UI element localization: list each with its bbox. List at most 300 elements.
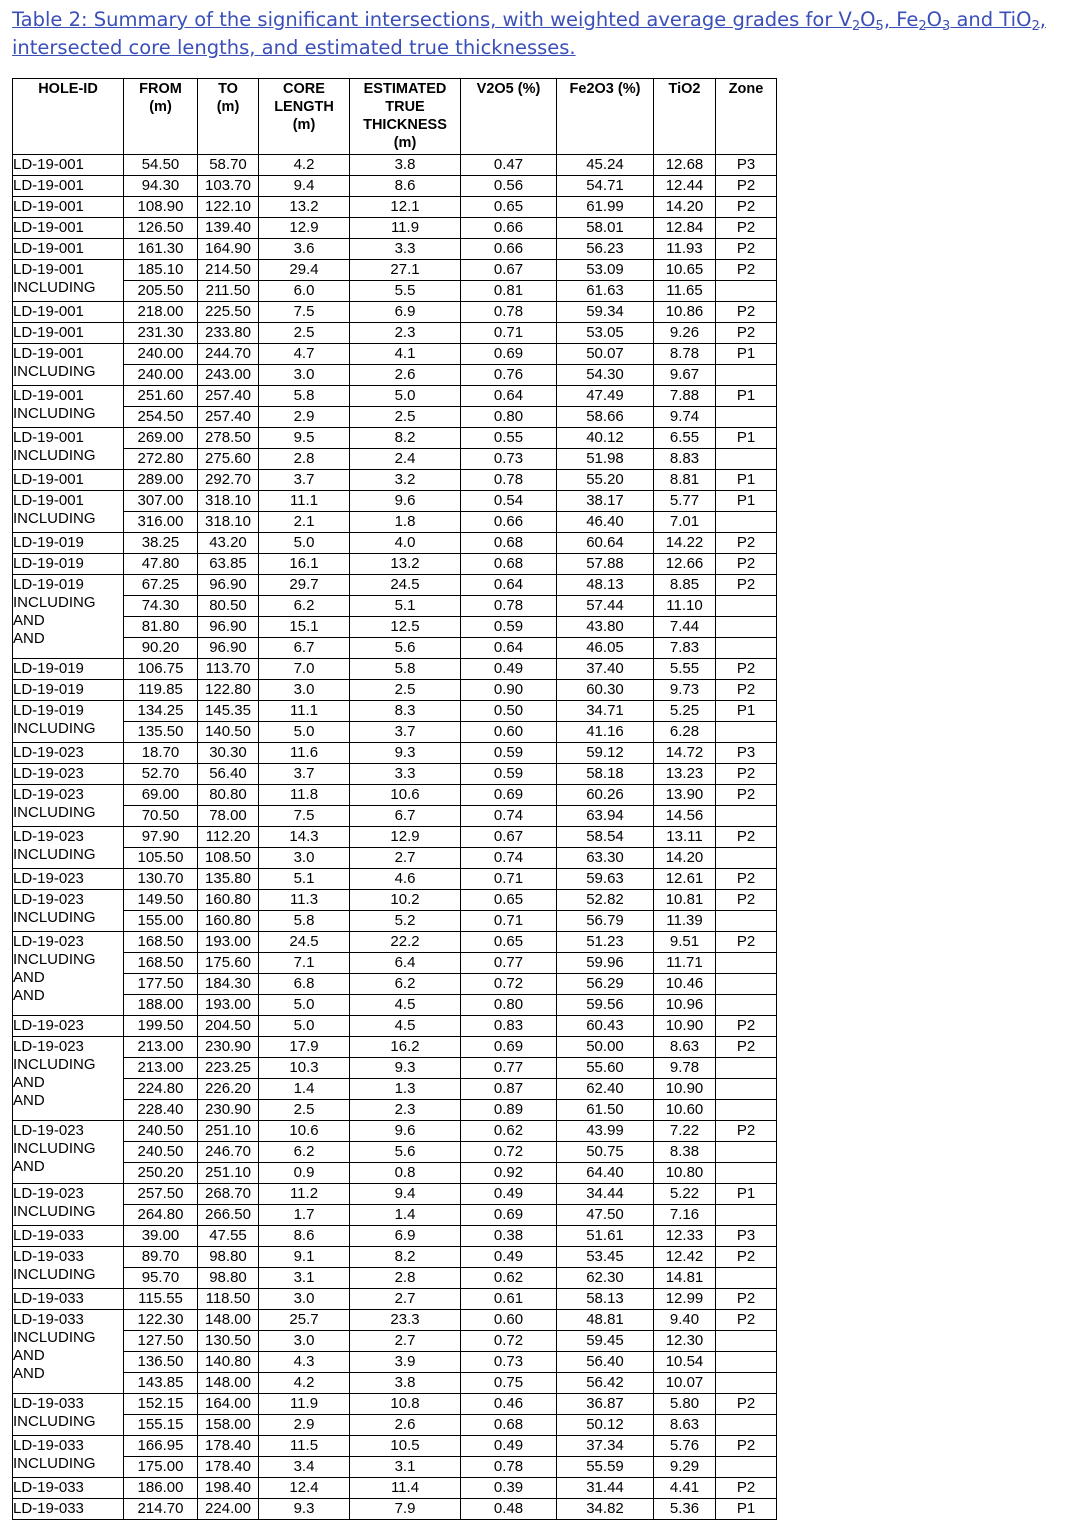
zone-cell: P2 bbox=[716, 1289, 777, 1310]
hole-id-cell: LD-19-001 bbox=[13, 176, 124, 197]
from-cell: 289.00 bbox=[124, 470, 198, 491]
header-core-line-3: (m) bbox=[292, 117, 316, 133]
zone-cell: P2 bbox=[716, 659, 777, 680]
to-cell: 122.80 bbox=[198, 680, 259, 701]
from-cell: 214.70 bbox=[124, 1499, 198, 1520]
v2o5-cell: 0.77 bbox=[461, 1058, 557, 1079]
tio2-cell: 14.81 bbox=[654, 1268, 716, 1289]
table-row bbox=[13, 1478, 777, 1499]
from-cell: 74.30 bbox=[124, 596, 198, 617]
header-to-label: TO bbox=[218, 81, 238, 97]
fe2o3-cell: 37.40 bbox=[557, 659, 654, 680]
core-length-cell: 9.1 bbox=[259, 1247, 350, 1268]
hole-id-cell bbox=[13, 260, 124, 302]
hole-id-cell: LD-19-023 bbox=[13, 764, 124, 785]
tio2-cell: 8.38 bbox=[654, 1142, 716, 1163]
to-cell: 96.90 bbox=[198, 638, 259, 659]
v2o5-cell: 0.76 bbox=[461, 365, 557, 386]
v2o5-cell: 0.49 bbox=[461, 1436, 557, 1457]
header-hole-id bbox=[13, 79, 124, 155]
zone-cell: P2 bbox=[716, 1478, 777, 1499]
to-cell: 184.30 bbox=[198, 974, 259, 995]
core-length-cell: 5.1 bbox=[259, 869, 350, 890]
estimated-thickness-cell: 9.4 bbox=[350, 1184, 461, 1205]
core-length-cell: 3.1 bbox=[259, 1268, 350, 1289]
fe2o3-cell: 45.24 bbox=[557, 155, 654, 176]
caption-sub-o3: 3 bbox=[942, 19, 951, 34]
zone-cell: P2 bbox=[716, 575, 777, 596]
fe2o3-cell: 60.43 bbox=[557, 1016, 654, 1037]
v2o5-cell: 0.49 bbox=[461, 659, 557, 680]
fe2o3-cell: 50.07 bbox=[557, 344, 654, 365]
core-length-cell: 7.1 bbox=[259, 953, 350, 974]
fe2o3-cell: 56.42 bbox=[557, 1373, 654, 1394]
estimated-thickness-cell: 8.3 bbox=[350, 701, 461, 722]
core-length-cell: 5.0 bbox=[259, 1016, 350, 1037]
from-cell: 250.20 bbox=[124, 1163, 198, 1184]
fe2o3-cell: 58.13 bbox=[557, 1289, 654, 1310]
from-cell: 213.00 bbox=[124, 1037, 198, 1058]
tio2-cell: 10.90 bbox=[654, 1016, 716, 1037]
tio2-cell: 13.11 bbox=[654, 827, 716, 848]
from-cell: 166.95 bbox=[124, 1436, 198, 1457]
from-cell: 89.70 bbox=[124, 1247, 198, 1268]
hole-id-cell bbox=[13, 932, 124, 1016]
fe2o3-cell: 40.12 bbox=[557, 428, 654, 449]
zone-cell: P2 bbox=[716, 680, 777, 701]
estimated-thickness-cell: 23.3 bbox=[350, 1310, 461, 1331]
fe2o3-cell: 34.71 bbox=[557, 701, 654, 722]
core-length-cell: 29.4 bbox=[259, 260, 350, 281]
hole-id-label: LD-19-001 bbox=[13, 345, 84, 362]
fe2o3-cell: 61.99 bbox=[557, 197, 654, 218]
caption-sub-o5: 5 bbox=[875, 19, 884, 34]
hole-id-cell: LD-19-033 bbox=[13, 1499, 124, 1520]
to-cell: 226.20 bbox=[198, 1079, 259, 1100]
estimated-thickness-cell: 3.7 bbox=[350, 722, 461, 743]
estimated-thickness-cell: 5.0 bbox=[350, 386, 461, 407]
tio2-cell: 12.33 bbox=[654, 1226, 716, 1247]
to-cell: 96.90 bbox=[198, 617, 259, 638]
table-row bbox=[13, 722, 777, 743]
core-length-cell: 0.9 bbox=[259, 1163, 350, 1184]
estimated-thickness-cell: 12.1 bbox=[350, 197, 461, 218]
tio2-cell: 9.73 bbox=[654, 680, 716, 701]
tio2-cell: 9.51 bbox=[654, 932, 716, 953]
v2o5-cell: 0.59 bbox=[461, 617, 557, 638]
core-length-cell: 11.1 bbox=[259, 491, 350, 512]
table-row bbox=[13, 1100, 777, 1121]
to-cell: 251.10 bbox=[198, 1163, 259, 1184]
estimated-thickness-cell: 12.9 bbox=[350, 827, 461, 848]
to-cell: 175.60 bbox=[198, 953, 259, 974]
zone-cell: P2 bbox=[716, 785, 777, 806]
header-core-line-2: LENGTH bbox=[274, 99, 334, 115]
v2o5-cell: 0.73 bbox=[461, 1352, 557, 1373]
v2o5-cell: 0.60 bbox=[461, 722, 557, 743]
from-cell: 115.55 bbox=[124, 1289, 198, 1310]
tio2-cell: 10.90 bbox=[654, 1079, 716, 1100]
table-row bbox=[13, 218, 777, 239]
fe2o3-cell: 60.30 bbox=[557, 680, 654, 701]
fe2o3-cell: 58.54 bbox=[557, 827, 654, 848]
fe2o3-cell: 47.49 bbox=[557, 386, 654, 407]
v2o5-cell: 0.56 bbox=[461, 176, 557, 197]
fe2o3-cell: 41.16 bbox=[557, 722, 654, 743]
v2o5-cell: 0.55 bbox=[461, 428, 557, 449]
to-cell: 223.25 bbox=[198, 1058, 259, 1079]
estimated-thickness-cell: 2.6 bbox=[350, 365, 461, 386]
zone-cell bbox=[716, 1268, 777, 1289]
core-length-cell: 12.4 bbox=[259, 1478, 350, 1499]
tio2-cell: 12.44 bbox=[654, 176, 716, 197]
v2o5-cell: 0.71 bbox=[461, 911, 557, 932]
v2o5-cell: 0.66 bbox=[461, 512, 557, 533]
table-row bbox=[13, 911, 777, 932]
from-cell: 149.50 bbox=[124, 890, 198, 911]
interval-qualifier-label: INCLUDING bbox=[13, 363, 96, 380]
to-cell: 47.55 bbox=[198, 1226, 259, 1247]
hole-id-cell bbox=[13, 1184, 124, 1226]
to-cell: 193.00 bbox=[198, 932, 259, 953]
to-cell: 80.80 bbox=[198, 785, 259, 806]
tio2-cell: 5.22 bbox=[654, 1184, 716, 1205]
hole-id-label: LD-19-001 bbox=[13, 429, 84, 446]
estimated-thickness-cell: 10.5 bbox=[350, 1436, 461, 1457]
v2o5-cell: 0.61 bbox=[461, 1289, 557, 1310]
fe2o3-cell: 53.05 bbox=[557, 323, 654, 344]
from-cell: 240.00 bbox=[124, 365, 198, 386]
from-cell: 108.90 bbox=[124, 197, 198, 218]
tio2-cell: 9.78 bbox=[654, 1058, 716, 1079]
estimated-thickness-cell: 1.4 bbox=[350, 1205, 461, 1226]
estimated-thickness-cell: 1.8 bbox=[350, 512, 461, 533]
core-length-cell: 6.8 bbox=[259, 974, 350, 995]
zone-cell bbox=[716, 449, 777, 470]
v2o5-cell: 0.50 bbox=[461, 701, 557, 722]
table-row bbox=[13, 1436, 777, 1457]
from-cell: 188.00 bbox=[124, 995, 198, 1016]
hole-id-cell: LD-19-001 bbox=[13, 470, 124, 491]
fe2o3-cell: 47.50 bbox=[557, 1205, 654, 1226]
fe2o3-cell: 58.66 bbox=[557, 407, 654, 428]
core-length-cell: 7.5 bbox=[259, 302, 350, 323]
interval-qualifier-label: INCLUDING bbox=[13, 951, 96, 968]
from-cell: 18.70 bbox=[124, 743, 198, 764]
estimated-thickness-cell: 2.7 bbox=[350, 1331, 461, 1352]
zone-cell: P2 bbox=[716, 197, 777, 218]
estimated-thickness-cell: 8.2 bbox=[350, 428, 461, 449]
from-cell: 126.50 bbox=[124, 218, 198, 239]
header-to bbox=[198, 79, 259, 155]
v2o5-cell: 0.62 bbox=[461, 1268, 557, 1289]
fe2o3-cell: 46.40 bbox=[557, 512, 654, 533]
tio2-cell: 14.20 bbox=[654, 848, 716, 869]
tio2-cell: 13.23 bbox=[654, 764, 716, 785]
core-length-cell: 6.7 bbox=[259, 638, 350, 659]
v2o5-cell: 0.74 bbox=[461, 848, 557, 869]
zone-cell bbox=[716, 1457, 777, 1478]
v2o5-cell: 0.65 bbox=[461, 890, 557, 911]
tio2-cell: 12.61 bbox=[654, 869, 716, 890]
core-length-cell: 2.5 bbox=[259, 323, 350, 344]
from-cell: 95.70 bbox=[124, 1268, 198, 1289]
from-cell: 316.00 bbox=[124, 512, 198, 533]
fe2o3-cell: 59.96 bbox=[557, 953, 654, 974]
fe2o3-cell: 51.61 bbox=[557, 1226, 654, 1247]
v2o5-cell: 0.78 bbox=[461, 1457, 557, 1478]
to-cell: 58.70 bbox=[198, 155, 259, 176]
zone-cell: P2 bbox=[716, 869, 777, 890]
hole-id-cell: LD-19-033 bbox=[13, 1289, 124, 1310]
interval-qualifier-label: INCLUDING bbox=[13, 1056, 96, 1073]
table-row bbox=[13, 281, 777, 302]
caption-sub-fe: 2 bbox=[918, 19, 927, 34]
interval-qualifier-label: INCLUDING bbox=[13, 1455, 96, 1472]
v2o5-cell: 0.77 bbox=[461, 953, 557, 974]
to-cell: 211.50 bbox=[198, 281, 259, 302]
hole-id-label: LD-19-023 bbox=[13, 828, 84, 845]
fe2o3-cell: 38.17 bbox=[557, 491, 654, 512]
zone-cell: P2 bbox=[716, 1394, 777, 1415]
core-length-cell: 16.1 bbox=[259, 554, 350, 575]
from-cell: 38.25 bbox=[124, 533, 198, 554]
from-cell: 67.25 bbox=[124, 575, 198, 596]
zone-cell bbox=[716, 806, 777, 827]
v2o5-cell: 0.60 bbox=[461, 1310, 557, 1331]
from-cell: 307.00 bbox=[124, 491, 198, 512]
header-tio2-label: TiO2 bbox=[668, 81, 701, 97]
to-cell: 164.90 bbox=[198, 239, 259, 260]
zone-cell bbox=[716, 281, 777, 302]
estimated-thickness-cell: 10.6 bbox=[350, 785, 461, 806]
zone-cell: P2 bbox=[716, 764, 777, 785]
v2o5-cell: 0.68 bbox=[461, 1415, 557, 1436]
tio2-cell: 11.10 bbox=[654, 596, 716, 617]
to-cell: 103.70 bbox=[198, 176, 259, 197]
hole-id-label: LD-19-019 bbox=[13, 702, 84, 719]
table-row bbox=[13, 386, 777, 407]
to-cell: 204.50 bbox=[198, 1016, 259, 1037]
core-length-cell: 11.5 bbox=[259, 1436, 350, 1457]
table-caption[interactable] bbox=[12, 6, 1074, 62]
table-row bbox=[13, 1247, 777, 1268]
from-cell: 127.50 bbox=[124, 1331, 198, 1352]
table-row bbox=[13, 1373, 777, 1394]
v2o5-cell: 0.78 bbox=[461, 302, 557, 323]
hole-id-label: LD-19-023 bbox=[13, 1122, 84, 1139]
core-length-cell: 3.0 bbox=[259, 680, 350, 701]
from-cell: 47.80 bbox=[124, 554, 198, 575]
core-length-cell: 6.0 bbox=[259, 281, 350, 302]
estimated-thickness-cell: 7.9 bbox=[350, 1499, 461, 1520]
fe2o3-cell: 56.40 bbox=[557, 1352, 654, 1373]
v2o5-cell: 0.75 bbox=[461, 1373, 557, 1394]
tio2-cell: 11.93 bbox=[654, 239, 716, 260]
from-cell: 269.00 bbox=[124, 428, 198, 449]
tio2-cell: 6.55 bbox=[654, 428, 716, 449]
fe2o3-cell: 58.01 bbox=[557, 218, 654, 239]
v2o5-cell: 0.65 bbox=[461, 932, 557, 953]
table-row bbox=[13, 197, 777, 218]
zone-cell: P3 bbox=[716, 1226, 777, 1247]
tio2-cell: 7.22 bbox=[654, 1121, 716, 1142]
from-cell: 97.90 bbox=[124, 827, 198, 848]
core-length-cell: 11.2 bbox=[259, 1184, 350, 1205]
v2o5-cell: 0.69 bbox=[461, 1205, 557, 1226]
interval-qualifier-label: INCLUDING bbox=[13, 1140, 96, 1157]
tio2-cell: 8.85 bbox=[654, 575, 716, 596]
v2o5-cell: 0.49 bbox=[461, 1247, 557, 1268]
hole-id-cell bbox=[13, 1436, 124, 1478]
fe2o3-cell: 43.99 bbox=[557, 1121, 654, 1142]
hole-id-cell bbox=[13, 1121, 124, 1184]
v2o5-cell: 0.78 bbox=[461, 470, 557, 491]
from-cell: 186.00 bbox=[124, 1478, 198, 1499]
from-cell: 257.50 bbox=[124, 1184, 198, 1205]
from-cell: 161.30 bbox=[124, 239, 198, 260]
fe2o3-cell: 63.94 bbox=[557, 806, 654, 827]
v2o5-cell: 0.46 bbox=[461, 1394, 557, 1415]
estimated-thickness-cell: 4.5 bbox=[350, 995, 461, 1016]
to-cell: 63.85 bbox=[198, 554, 259, 575]
from-cell: 185.10 bbox=[124, 260, 198, 281]
table-row bbox=[13, 1499, 777, 1520]
interval-qualifier-label: INCLUDING bbox=[13, 909, 96, 926]
core-length-cell: 6.2 bbox=[259, 1142, 350, 1163]
from-cell: 134.25 bbox=[124, 701, 198, 722]
from-cell: 90.20 bbox=[124, 638, 198, 659]
table-row bbox=[13, 554, 777, 575]
to-cell: 230.90 bbox=[198, 1037, 259, 1058]
core-length-cell: 5.8 bbox=[259, 386, 350, 407]
table-row bbox=[13, 764, 777, 785]
core-length-cell: 11.9 bbox=[259, 1394, 350, 1415]
table-row bbox=[13, 1268, 777, 1289]
hole-id-label: LD-19-023 bbox=[13, 786, 84, 803]
hole-id-cell bbox=[13, 575, 124, 659]
header-est-line-4: (m) bbox=[393, 135, 417, 151]
estimated-thickness-cell: 5.1 bbox=[350, 596, 461, 617]
hole-id-label: LD-19-023 bbox=[13, 1038, 84, 1055]
estimated-thickness-cell: 5.6 bbox=[350, 638, 461, 659]
table-row bbox=[13, 1079, 777, 1100]
from-cell: 155.00 bbox=[124, 911, 198, 932]
zone-cell bbox=[716, 407, 777, 428]
interval-qualifier-label: AND bbox=[13, 1158, 45, 1175]
fe2o3-cell: 51.98 bbox=[557, 449, 654, 470]
tio2-cell: 11.39 bbox=[654, 911, 716, 932]
from-cell: 130.70 bbox=[124, 869, 198, 890]
v2o5-cell: 0.48 bbox=[461, 1499, 557, 1520]
table-row bbox=[13, 932, 777, 953]
core-length-cell: 2.1 bbox=[259, 512, 350, 533]
zone-cell: P2 bbox=[716, 1121, 777, 1142]
zone-cell bbox=[716, 911, 777, 932]
to-cell: 266.50 bbox=[198, 1205, 259, 1226]
tio2-cell: 13.90 bbox=[654, 785, 716, 806]
from-cell: 81.80 bbox=[124, 617, 198, 638]
to-cell: 243.00 bbox=[198, 365, 259, 386]
v2o5-cell: 0.39 bbox=[461, 1478, 557, 1499]
tio2-cell: 14.72 bbox=[654, 743, 716, 764]
fe2o3-cell: 34.82 bbox=[557, 1499, 654, 1520]
v2o5-cell: 0.92 bbox=[461, 1163, 557, 1184]
to-cell: 56.40 bbox=[198, 764, 259, 785]
table-row bbox=[13, 1289, 777, 1310]
hole-id-label: LD-19-033 bbox=[13, 1311, 84, 1328]
tio2-cell: 5.36 bbox=[654, 1499, 716, 1520]
interval-qualifier-label: AND bbox=[13, 1092, 45, 1109]
hole-id-cell: LD-19-001 bbox=[13, 197, 124, 218]
core-length-cell: 2.9 bbox=[259, 1415, 350, 1436]
estimated-thickness-cell: 13.2 bbox=[350, 554, 461, 575]
estimated-thickness-cell: 2.3 bbox=[350, 1100, 461, 1121]
table-row bbox=[13, 302, 777, 323]
v2o5-cell: 0.54 bbox=[461, 491, 557, 512]
fe2o3-cell: 54.71 bbox=[557, 176, 654, 197]
core-length-cell: 13.2 bbox=[259, 197, 350, 218]
tio2-cell: 7.16 bbox=[654, 1205, 716, 1226]
zone-cell bbox=[716, 995, 777, 1016]
v2o5-cell: 0.69 bbox=[461, 785, 557, 806]
estimated-thickness-cell: 8.6 bbox=[350, 176, 461, 197]
zone-cell bbox=[716, 1331, 777, 1352]
hole-id-cell bbox=[13, 1037, 124, 1121]
core-length-cell: 11.3 bbox=[259, 890, 350, 911]
to-cell: 233.80 bbox=[198, 323, 259, 344]
hole-id-cell bbox=[13, 491, 124, 533]
tio2-cell: 5.77 bbox=[654, 491, 716, 512]
table-row bbox=[13, 1394, 777, 1415]
table-row bbox=[13, 470, 777, 491]
estimated-thickness-cell: 3.8 bbox=[350, 155, 461, 176]
fe2o3-cell: 61.63 bbox=[557, 281, 654, 302]
to-cell: 108.50 bbox=[198, 848, 259, 869]
tio2-cell: 10.54 bbox=[654, 1352, 716, 1373]
to-cell: 43.20 bbox=[198, 533, 259, 554]
zone-cell: P3 bbox=[716, 743, 777, 764]
core-length-cell: 11.1 bbox=[259, 701, 350, 722]
from-cell: 70.50 bbox=[124, 806, 198, 827]
hole-id-cell bbox=[13, 827, 124, 869]
to-cell: 214.50 bbox=[198, 260, 259, 281]
v2o5-cell: 0.65 bbox=[461, 197, 557, 218]
table-row bbox=[13, 260, 777, 281]
to-cell: 275.60 bbox=[198, 449, 259, 470]
tio2-cell: 9.40 bbox=[654, 1310, 716, 1331]
zone-cell: P1 bbox=[716, 701, 777, 722]
to-cell: 318.10 bbox=[198, 512, 259, 533]
from-cell: 240.50 bbox=[124, 1142, 198, 1163]
zone-cell: P1 bbox=[716, 1184, 777, 1205]
header-fe2o3 bbox=[557, 79, 654, 155]
header-v2o5-label: V2O5 (%) bbox=[476, 81, 541, 97]
fe2o3-cell: 53.09 bbox=[557, 260, 654, 281]
v2o5-cell: 0.89 bbox=[461, 1100, 557, 1121]
tio2-cell: 8.63 bbox=[654, 1415, 716, 1436]
interval-qualifier-label: AND bbox=[13, 969, 45, 986]
to-cell: 246.70 bbox=[198, 1142, 259, 1163]
fe2o3-cell: 60.26 bbox=[557, 785, 654, 806]
hole-id-cell bbox=[13, 344, 124, 386]
table-row bbox=[13, 806, 777, 827]
fe2o3-cell: 55.60 bbox=[557, 1058, 654, 1079]
estimated-thickness-cell: 9.6 bbox=[350, 491, 461, 512]
fe2o3-cell: 56.79 bbox=[557, 911, 654, 932]
interval-qualifier-label: AND bbox=[13, 987, 45, 1004]
v2o5-cell: 0.83 bbox=[461, 1016, 557, 1037]
